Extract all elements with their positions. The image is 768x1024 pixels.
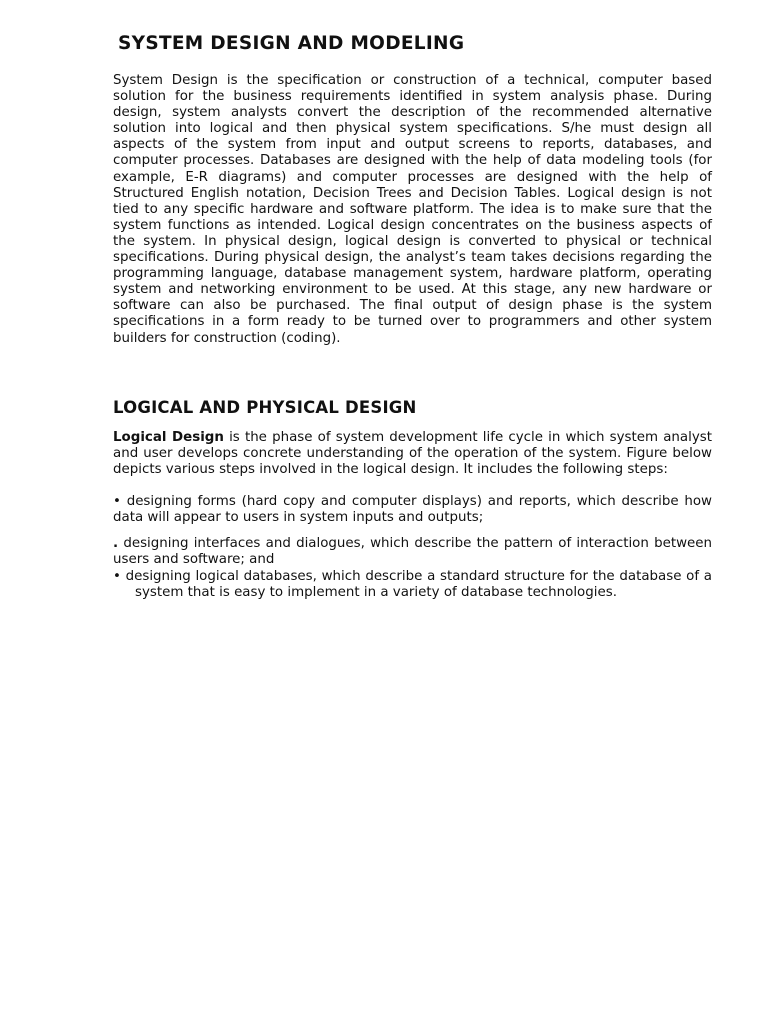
bullet-logical-databases: • designing logical databases, which describe a standard structure for the database of a system that is easy to implement in a variety of database technologies. (113, 569, 712, 601)
section-heading: LOGICAL AND PHYSICAL DESIGN (113, 398, 417, 417)
bullet-forms-reports: • designing forms (hard copy and computer displays) and reports, which describe how data will appear to users in system inputs and outputs; (113, 494, 712, 526)
bullet-interfaces-dialogues (113, 536, 712, 568)
intro-paragraph: System Design is the specification or construction of a technical, computer based solution for the business requirements identified in system analysis phase. During design, system analysts convert the description of the recommended alternative solution into logical and then physical system specifications. S/he must design all aspects of the system from input and output screens to reports, databases, and computer processes. Databases are designed with the help of data modeling tools (for example, E-R diagrams) and computer processes are designed with the help of Structured English notation, Decision Trees and Decision Tables. Logical design is not tied to any specific hardware and software platform. The idea is to make sure that the system functions as intended. Logical design concentrates on the business aspects of the system. In physical design, logical design is converted to physical or technical specifications. During physical design, the analyst’s team takes decisions regarding the programming language, database management system, hardware platform, operating system and networking environment to be used. At this stage, any new hardware or software can also be purchased. The final output of design phase is the system specifications in a form ready to be turned over to programmers and other system builders for construction (coding). (113, 73, 712, 346)
logical-design-term: Logical Design (113, 430, 224, 445)
logical-design-paragraph (113, 430, 712, 478)
bullet-marker: . (113, 536, 119, 551)
bullet-interfaces-text: designing interfaces and dialogues, which describe the pattern of interaction between users and software; and (113, 536, 712, 568)
document-title: SYSTEM DESIGN AND MODELING (118, 33, 465, 54)
logical-design-text: is the phase of system development life cycle in which system analyst and user develops concrete understanding of the operation of the system. Figure below depicts various steps involved in the logical design. It includes the following steps: (113, 430, 712, 478)
